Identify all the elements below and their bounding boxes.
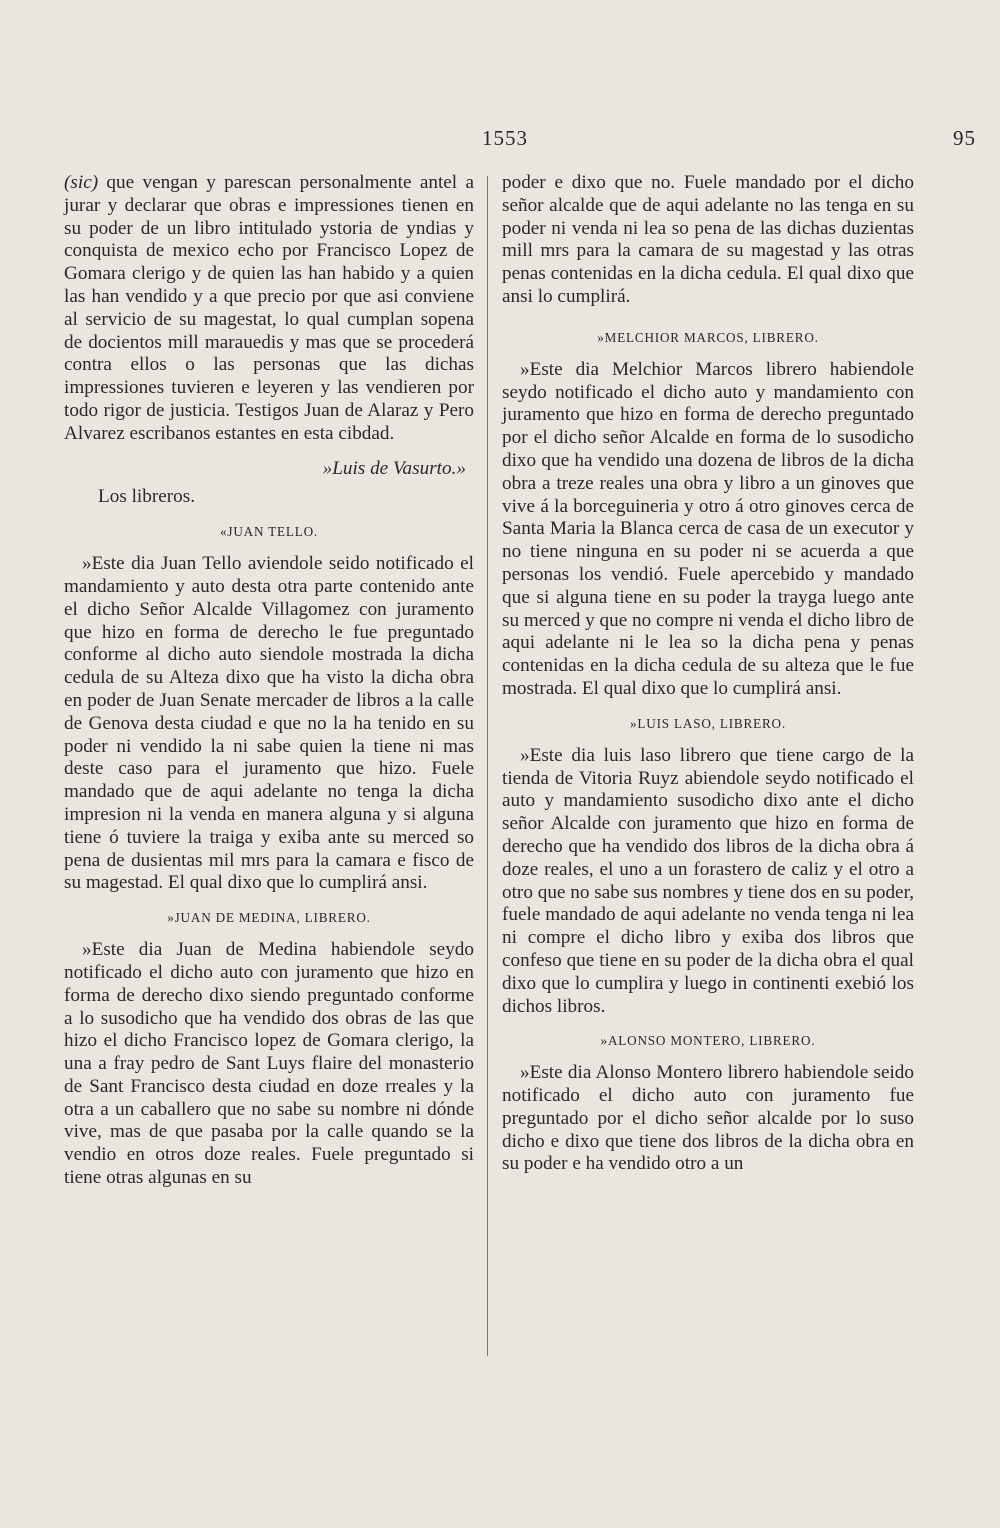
signature: »Luis de Vasurto.» (322, 457, 466, 479)
section-heading-luis-laso: »LUIS LASO, LIBRERO. (630, 715, 786, 731)
column-divider (487, 176, 488, 1356)
paragraph-juan-de-medina: »Este dia Juan de Medina habiendole seydo notificado el dicho auto con juramento que hizo en forma de derecho dixo siendo preguntado conforme a lo susodicho que ha vendido dos obras de las que hizo el dicho Francisco lopez de Gomara clerigo, la una a fray pedro de Sant Luys flaire del monasterio de Sant Francisco desta ciudad en doze rreales y la otra a un caballero que no sabe su nombre ni dónde vive, mas de que pasaba por la calle quando se la vendio en otros doze reales. Fuele preguntado si tiene otras algunas en su (64, 939, 474, 1189)
libreros-label: Los libreros. (98, 486, 195, 508)
opening-paragraph-text: que vengan y parescan personalmente antel a jurar y declarar que obras e impressiones tienen en su poder de un libro intitulado ystoria de yndias y conquista de mexico echo por Francisco Lopez de Gomara clerigo y de quien las han habido y a quien las han vendido y a que precio por que asi conviene al servicio de su magestat, lo qual cumplan sopena de docientos mill marauedis y mas que se procederá contra ellos o las personas que las dichas impressiones tuvieren e leyeren y las vendieren por todo rigor de justicia. Testigos Juan de Alaraz y Pero Alvarez escribanos estantes en esta cibdad. (64, 172, 474, 444)
continued-paragraph: poder e dixo que no. Fuele mandado por el dicho señor alcalde que de aqui adelante no las tenga en su poder ni venda ni lea so pena de las dichas duzientas mill mrs para la camara de su magestad y las otras penas contenidas en la dicha cedula. El qual dixo que ansi lo cumplirá. (502, 172, 914, 307)
paragraph-juan-tello: »Este dia Juan Tello aviendole seido notificado el mandamiento y auto desta otra parte contenido ante el dicho Señor Alcalde Villagomez con juramento que hizo en forma de derecho le fue preguntado conforme al dicho auto siendole mostrada la dicha cedula de su Alteza dixo que ha visto la dicha obra en poder de Juan Senate mercader de libros a la calle de Genova desta ciudad e que no la ha tenido en su poder ni vendido la ni sabe quien la tiene ni mas deste caso para el juramento que hizo. Fuele mandado que de aqui adelante no tenga la dicha impresion ni la venda en manera alguna y si alguna tiene ó tuviere la traiga y exiba ante su merced so pena de dusientas mil mrs para la camara e fisco de su magestad. El qual dixo que lo cumplirá ansi. (64, 553, 474, 894)
right-column (502, 172, 914, 1176)
page-number: 95 (953, 126, 976, 150)
section-heading-juan-de-medina: »JUAN DE MEDINA, LIBRERO. (167, 910, 371, 926)
paragraph-melchior-marcos: »Este dia Melchior Marcos librero habiendole seydo notificado el dicho auto y mandamiento con juramento que hizo en forma de derecho preguntado por el dicho señor Alcalde en forma de lo susodicho dixo que ha vendido una dozena de libros de la dicha obra a treze reales una obra y libro a un ginoves que vive á la borceguineria y otro á otro ginoves cerca de Santa Maria la Blanca cerca de casa de un executor y no tiene ninguna en su poder ni se acuerda a que personas los vendió. Fuele apercebido y mandado que si alguna tiene en su poder la trayga luego ante su merced y que no compre ni venda el dicho libro de aqui adelante ni le lea so la dicha pena y penas contenidas en la dicha cedula de su alteza que le fue mostrada. El qual dixo que lo cumplirá ansi. (502, 358, 914, 699)
section-heading-alonso-montero: »ALONSO MONTERO, LIBRERO. (600, 1033, 816, 1049)
section-heading-juan-tello: «JUAN TELLO. (220, 524, 318, 540)
section-heading-melchior-marcos: »MELCHIOR MARCOS, LIBRERO. (597, 329, 819, 345)
paragraph-alonso-montero: »Este dia Alonso Montero librero habiendole seido notificado el dicho auto con juramento fue preguntado por el dicho señor alcalde por lo suso dicho e dixo que tiene dos libros de la dicha obra en su poder e ha vendido otro a un (502, 1062, 914, 1175)
paragraph-luis-laso: »Este dia luis laso librero que tiene cargo de la tienda de Vitoria Ruyz abiendole seydo notificado el auto y mandamiento susodicho dixo ante el dicho señor Alcalde con juramento que hizo en forma de derecho que ha vendido dos libros de la dicha obra á doze reales, el uno a un forastero de caliz y el otro a otro que no sabe sus nombres y tiene dos en su poder, fuele mandado de aqui adelante no venda tenga ni lea ni compre el dicho libro y exiba dos libros que confeso que tiene en su poder de la dicha obra el qual dixo que lo cumplira y luego in continenti exebió los dichos libros. (502, 744, 914, 1017)
sic-annotation: (sic) (64, 172, 99, 193)
running-header-year: 1553 (482, 126, 528, 150)
opening-paragraph (64, 172, 474, 446)
left-column (64, 172, 474, 1190)
